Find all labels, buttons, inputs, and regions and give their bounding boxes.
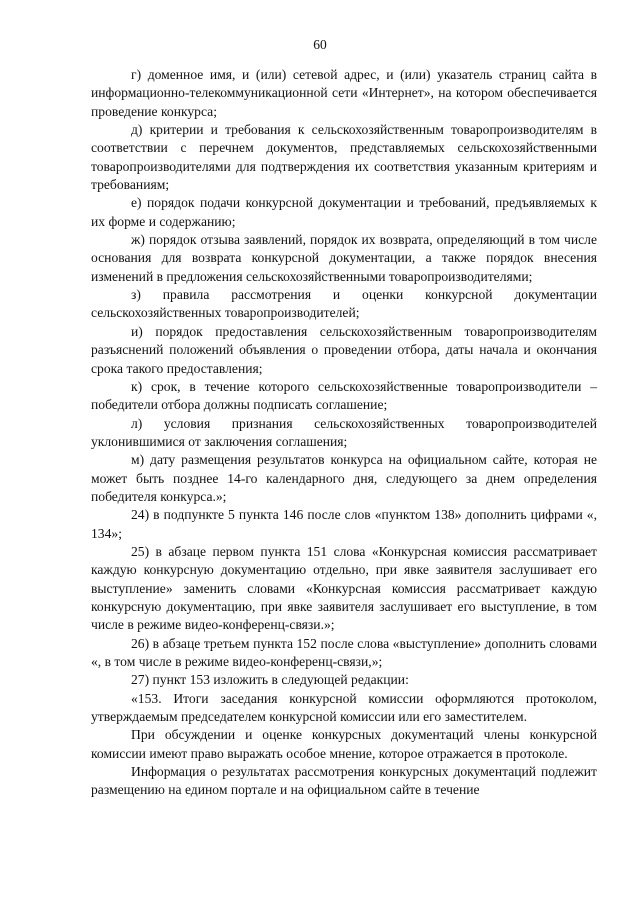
- paragraph-point-26: 26) в абзаце третьем пункта 152 после слова «выступление» дополнить словами «, в том числе в режиме видео-конференц-связи,»;: [91, 635, 597, 669]
- paragraph-item-d: д) критерии и требования к сельскохозяйственным товаропроизводителям в соответствии с перечнем документов, представляемых сельскохозяйственными товаропроизводителями для подтверждения их соответствия указанным критериям и требованиям;: [91, 122, 597, 193]
- paragraph-item-i: и) порядок предоставления сельскохозяйственным товаропроизводителям разъяснений положений объявления о проведении отбора, даты начала и окончания срока такого предоставления;: [91, 323, 597, 376]
- paragraph-point-24: 24) в подпункте 5 пункта 146 после слов «пунктом 138» дополнить цифрами «, 134»;: [91, 507, 597, 541]
- paragraph-item-zh: ж) порядок отзыва заявлений, порядок их возврата, определяющий в том числе основания для возврата конкурсной документации, а также порядок внесения изменений в предложения сельскохозяйственными товаропроизводителями;: [91, 232, 597, 284]
- page-number: 60: [313, 37, 327, 52]
- paragraph-point-25: 25) в абзаце первом пункта 151 слова «Конкурсная комиссия рассматривает каждую конкурсную документацию отдельно, при явке заявителя заслушивает его выступление» заменить словами «Конкурсная комиссия рассматривает каждую конкурсную документацию, при явке заявителя заслушивает его выступление, в том числе в режиме видео-конференц-связи.»;: [91, 543, 597, 633]
- paragraph-153-discussion: При обсуждении и оценке конкурсных документаций члены конкурсной комиссии имеют право выражать особое мнение, которое отражается в протоколе.: [91, 727, 597, 761]
- paragraph-item-e: е) порядок подачи конкурсной документации и требований, предъявляемых к их форме и содержанию;: [91, 195, 597, 229]
- paragraph-item-z: з) правила рассмотрения и оценки конкурсной документации сельскохозяйственных товаропроизводителей;: [91, 287, 597, 321]
- paragraph-153-intro: «153. Итоги заседания конкурсной комиссии оформляются протоколом, утверждаемым председателем конкурсной комиссии или его заместителем.: [91, 690, 597, 725]
- paragraph-item-l: л) условия признания сельскохозяйственных товаропроизводителей уклонившимися от заключения соглашения;: [91, 415, 597, 449]
- paragraph-point-27: 27) пункт 153 изложить в следующей редакции:: [131, 672, 409, 688]
- paragraph-item-m: м) дату размещения результатов конкурса на официальном сайте, которая не может быть позднее 14-го календарного дня, следующего за днем определения победителя конкурса.»;: [91, 452, 597, 504]
- paragraph-153-publication: Информация о результатах рассмотрения конкурсных документаций подлежит размещению на едином портале и на официальном сайте в течение: [91, 764, 597, 798]
- paragraph-item-k: к) срок, в течение которого сельскохозяйственные товаропроизводители – победители отбора должны подписать соглашение;: [91, 378, 597, 413]
- paragraph-item-g: г) доменное имя, и (или) сетевой адрес, и (или) указатель страниц сайта в информационно-телекоммуникационной сети «Интернет», на котором обеспечивается проведение конкурса;: [91, 67, 597, 119]
- document-body: [91, 66, 597, 800]
